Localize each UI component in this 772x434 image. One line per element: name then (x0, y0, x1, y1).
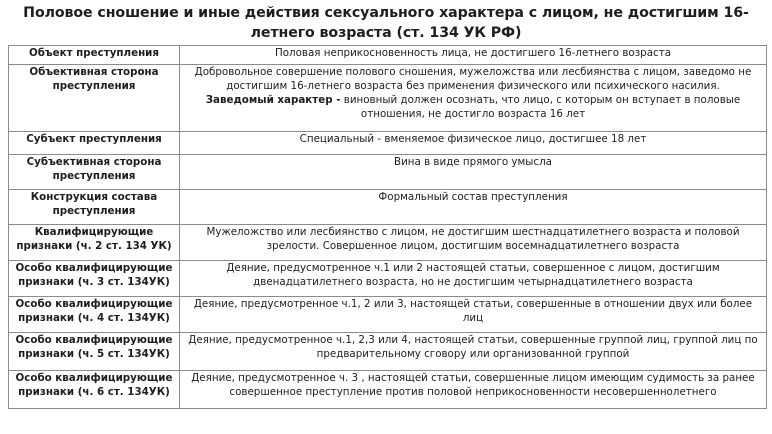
row-header: Объективная сторона преступления (9, 65, 180, 132)
row-value: Деяние, предусмотренное ч.1, 2,3 или 4, настоящей статьи, совершенные группой лиц, группой лиц по предварительному сговору или организованной группой (180, 333, 767, 371)
row-value: Формальный состав преступления (180, 190, 767, 225)
row-header: Объект преступления (9, 46, 180, 65)
table-row (9, 46, 767, 65)
table-row (9, 333, 767, 371)
document-title: Половое сношение и иные действия сексуального характера с лицом, не достигшим 16-летнего возраста (ст. 134 УК РФ) (23, 5, 749, 41)
row-header: Квалифицирующие признаки (ч. 2 ст. 134 УК) (9, 225, 180, 261)
table-row (9, 65, 767, 132)
row-value: Деяние, предусмотренное ч.1 или 2 настоящей статьи, совершенное с лицом, достигшим двенадцатилетнего возраста, но не достигшим четырнадцатилетнего возраста (180, 261, 767, 297)
crime-elements-table (8, 45, 767, 409)
row-value: Деяние, предусмотренное ч.1, 2 или 3, настоящей статьи, совершенные в отношении двух или более лиц (180, 297, 767, 333)
row-header: Конструкция состава преступления (9, 190, 180, 225)
row-value: Деяние, предусмотренное ч. 3 , настоящей статьи, совершенные лицом имеющим судимость за ранее совершенное преступление против половой неприкосновенности несовершеннолетнего (180, 371, 767, 409)
table-row (9, 371, 767, 409)
table-row (9, 155, 767, 190)
row-header: Субъективная сторона преступления (9, 155, 180, 190)
table-row (9, 190, 767, 225)
row-header: Особо квалифицирующие признаки (ч. 4 ст. 134УК) (9, 297, 180, 333)
row-value: Добровольное совершение полового сношения, мужеложства или лесбиянства с лицом, заведомо не достигшим 16-летнего возраста без применения физического или психического насилия. (194, 66, 752, 92)
row-header: Субъект преступления (9, 132, 180, 155)
row-value: Половая неприкосновенность лица, не достигшего 16-летнего возраста (180, 46, 767, 65)
table-row (9, 132, 767, 155)
table-row (9, 297, 767, 333)
table-row (9, 261, 767, 297)
row-value: Мужеложство или лесбиянство с лицом, не достигшим шестнадцатилетнего возраста и половой зрелости. Совершенное лицом, достигшим восемнадцатилетнего возраста (180, 225, 767, 261)
row-header: Особо квалифицирующие признаки (ч. 5 ст. 134УК) (9, 333, 180, 371)
row-value: Специальный - вменяемое физическое лицо, достигшее 18 лет (180, 132, 767, 155)
row-header: Особо квалифицирующие признаки (ч. 6 ст. 134УК) (9, 371, 180, 409)
row-value-cell (180, 65, 767, 132)
row-header: Особо квалифицирующие признаки (ч. 3 ст. 134УК) (9, 261, 180, 297)
row-value: Вина в виде прямого умысла (180, 155, 767, 190)
row-value-note: виновный должен осознать, что лицо, с которым он вступает в половые отношения, не достигло возраста 16 лет (340, 94, 741, 120)
table-row (9, 225, 767, 261)
row-value-note-label: Заведомый характер - (205, 94, 341, 106)
